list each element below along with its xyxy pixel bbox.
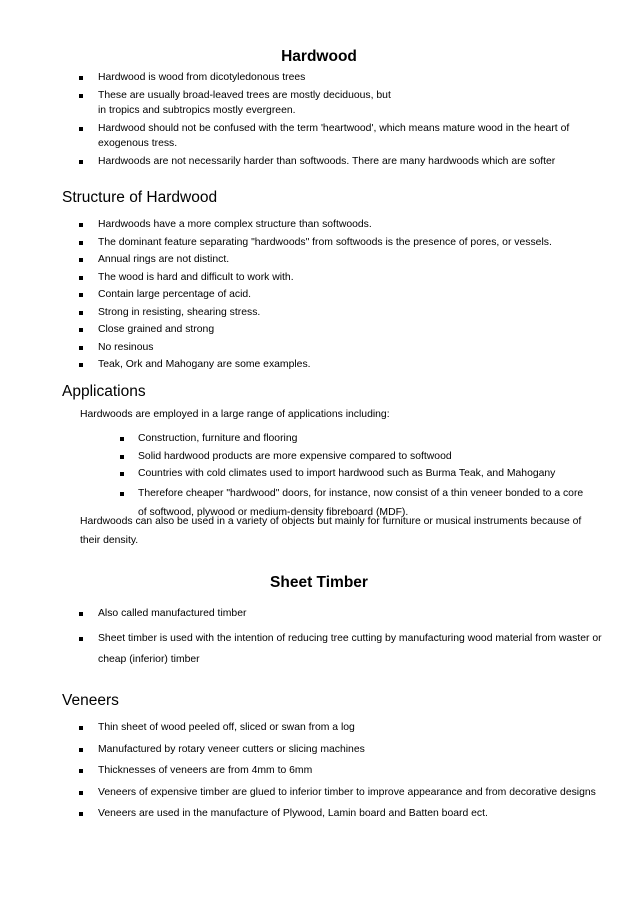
list-item: Sheet timber is used with the intention of reducing tree cutting by manufacturing wood material from waster or cheap (inferior) timber [62,628,607,670]
bullet-square-icon [79,223,83,227]
bullet-square-icon [79,241,83,245]
bullet-square-icon [79,258,83,262]
bullet-square-icon [79,328,83,332]
bullet-square-icon [79,94,83,98]
bullet-square-icon [79,76,83,80]
bullet-square-icon [79,293,83,297]
bullet-square-icon [79,346,83,350]
bullet-square-icon [120,472,124,476]
bullet-square-icon [79,748,83,752]
structure-heading: Structure of Hardwood [62,189,218,206]
bullet-square-icon [79,791,83,795]
bullet-square-icon [79,311,83,315]
hardwood-bullet-list [62,70,602,169]
bullet-square-icon [79,612,83,616]
list-item: These are usually broad-leaved trees are mostly deciduous, but in tropics and subtropics mostly evergreen. [62,88,602,119]
bullet-square-icon [120,437,124,441]
list-item: No resinous [62,340,602,356]
bullet-square-icon [79,160,83,164]
sheet-timber-bullet-list [62,606,607,670]
list-item: Contain large percentage of acid. [62,287,602,303]
list-item: The wood is hard and difficult to work with. [62,270,602,286]
bullet-square-icon [79,726,83,730]
list-item: Close grained and strong [62,322,602,338]
list-item: Hardwoods have a more complex structure than softwoods. [62,217,602,233]
structure-bullet-list [62,217,602,373]
list-item: Therefore cheaper "hardwood" doors, for instance, now consist of a thin veneer bonded to a core of softwood, plywood or medium-density fibreboard (MDF). [115,484,605,522]
bullet-square-icon [79,769,83,773]
list-item: Thin sheet of wood peeled off, sliced or swan from a log [62,720,607,736]
list-item: Veneers are used in the manufacture of Plywood, Lamin board and Batten board ect. [62,806,607,822]
applications-intro: Hardwoods are employed in a large range of applications including: [80,409,390,420]
list-item: Annual rings are not distinct. [62,252,602,268]
veneers-heading: Veneers [62,692,119,709]
list-item: Hardwoods are not necessarily harder than softwoods. There are many hardwoods which are softer [62,154,602,170]
list-item: Teak, Ork and Mahogany are some examples. [62,357,602,373]
bullet-square-icon [79,363,83,367]
sheet-timber-title: Sheet Timber [270,574,368,591]
bullet-square-icon [120,455,124,459]
bullet-square-icon [79,812,83,816]
bullet-square-icon [120,492,124,496]
hardwood-title: Hardwood [281,48,357,65]
list-item: Hardwood is wood from dicotyledonous trees [62,70,602,86]
list-item: Solid hardwood products are more expensive compared to softwood [115,449,605,465]
bullet-square-icon [79,127,83,131]
list-item: Strong in resisting, shearing stress. [62,305,602,321]
applications-bullet-list [115,431,605,522]
list-item: The dominant feature separating "hardwoods" from softwoods is the presence of pores, or vessels. [62,235,602,251]
veneers-bullet-list [62,720,607,822]
applications-closing: Hardwoods can also be used in a variety of objects but mainly for furniture or musical instruments because of their density. [80,516,582,546]
list-item: Veneers of expensive timber are glued to inferior timber to improve appearance and from decorative designs [62,785,607,801]
list-item: Thicknesses of veneers are from 4mm to 6mm [62,763,607,779]
list-item: Countries with cold climates used to import hardwood such as Burma Teak, and Mahogany [115,466,605,482]
applications-heading: Applications [62,383,146,400]
list-item: Also called manufactured timber [62,606,607,622]
list-item: Construction, furniture and flooring [115,431,605,447]
list-item: Hardwood should not be confused with the term 'heartwood', which means mature wood in the heart of exogenous tress. [62,121,602,152]
bullet-square-icon [79,276,83,280]
list-item: Manufactured by rotary veneer cutters or slicing machines [62,742,607,758]
bullet-square-icon [79,637,83,641]
